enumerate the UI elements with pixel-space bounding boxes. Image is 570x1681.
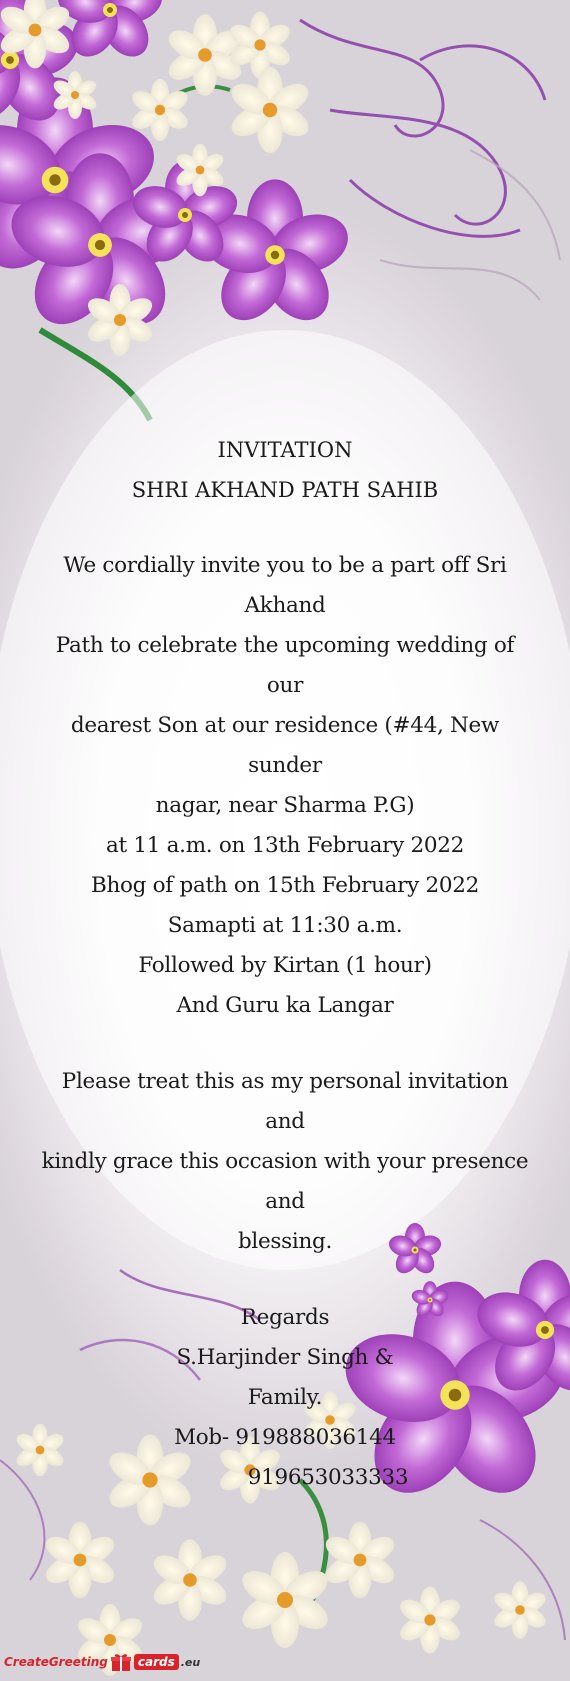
mobile-number: Mob- 919888036144	[174, 1425, 396, 1450]
closing-line: blessing.	[237, 1229, 333, 1254]
body-line: Path to celebrate the upcoming wedding of our	[55, 633, 515, 698]
body-line: And Guru ka Langar	[176, 993, 394, 1018]
signature-line: Family.	[247, 1385, 323, 1410]
body-line: Samapti at 11:30 a.m.	[167, 913, 403, 938]
body-line: We cordially invite you to be a part off Sri Akhand	[63, 553, 507, 618]
watermark-text: CreateGreeting	[4, 1655, 108, 1669]
body-line: nagar, near Sharma P.G)	[155, 793, 415, 818]
invitation-title: INVITATION	[217, 438, 353, 462]
body-line: Followed by Kirtan (1 hour)	[138, 953, 432, 978]
site-watermark	[4, 1649, 200, 1675]
swirl-decoration-top	[300, 20, 545, 236]
closing-line: kindly grace this occasion with your presence and	[41, 1149, 529, 1214]
closing-line: Please treat this as my personal invitation and	[61, 1069, 509, 1134]
invitation-text	[40, 430, 530, 1498]
signature-line: S.Harjinder Singh &	[176, 1345, 394, 1370]
regards: Regards	[240, 1305, 330, 1330]
watermark-text: .eu	[180, 1655, 201, 1669]
body-line: at 11 a.m. on 13th February 2022	[105, 833, 465, 858]
watermark-text: cards	[134, 1654, 179, 1670]
gift-icon	[110, 1652, 132, 1672]
body-line: dearest Son at our residence (#44, New sunder	[70, 713, 500, 778]
body-line: Bhog of path on 15th February 2022	[90, 873, 480, 898]
invitation-subtitle: SHRI AKHAND PATH SAHIB	[131, 478, 439, 502]
mobile-number: 919653033333	[247, 1465, 409, 1490]
